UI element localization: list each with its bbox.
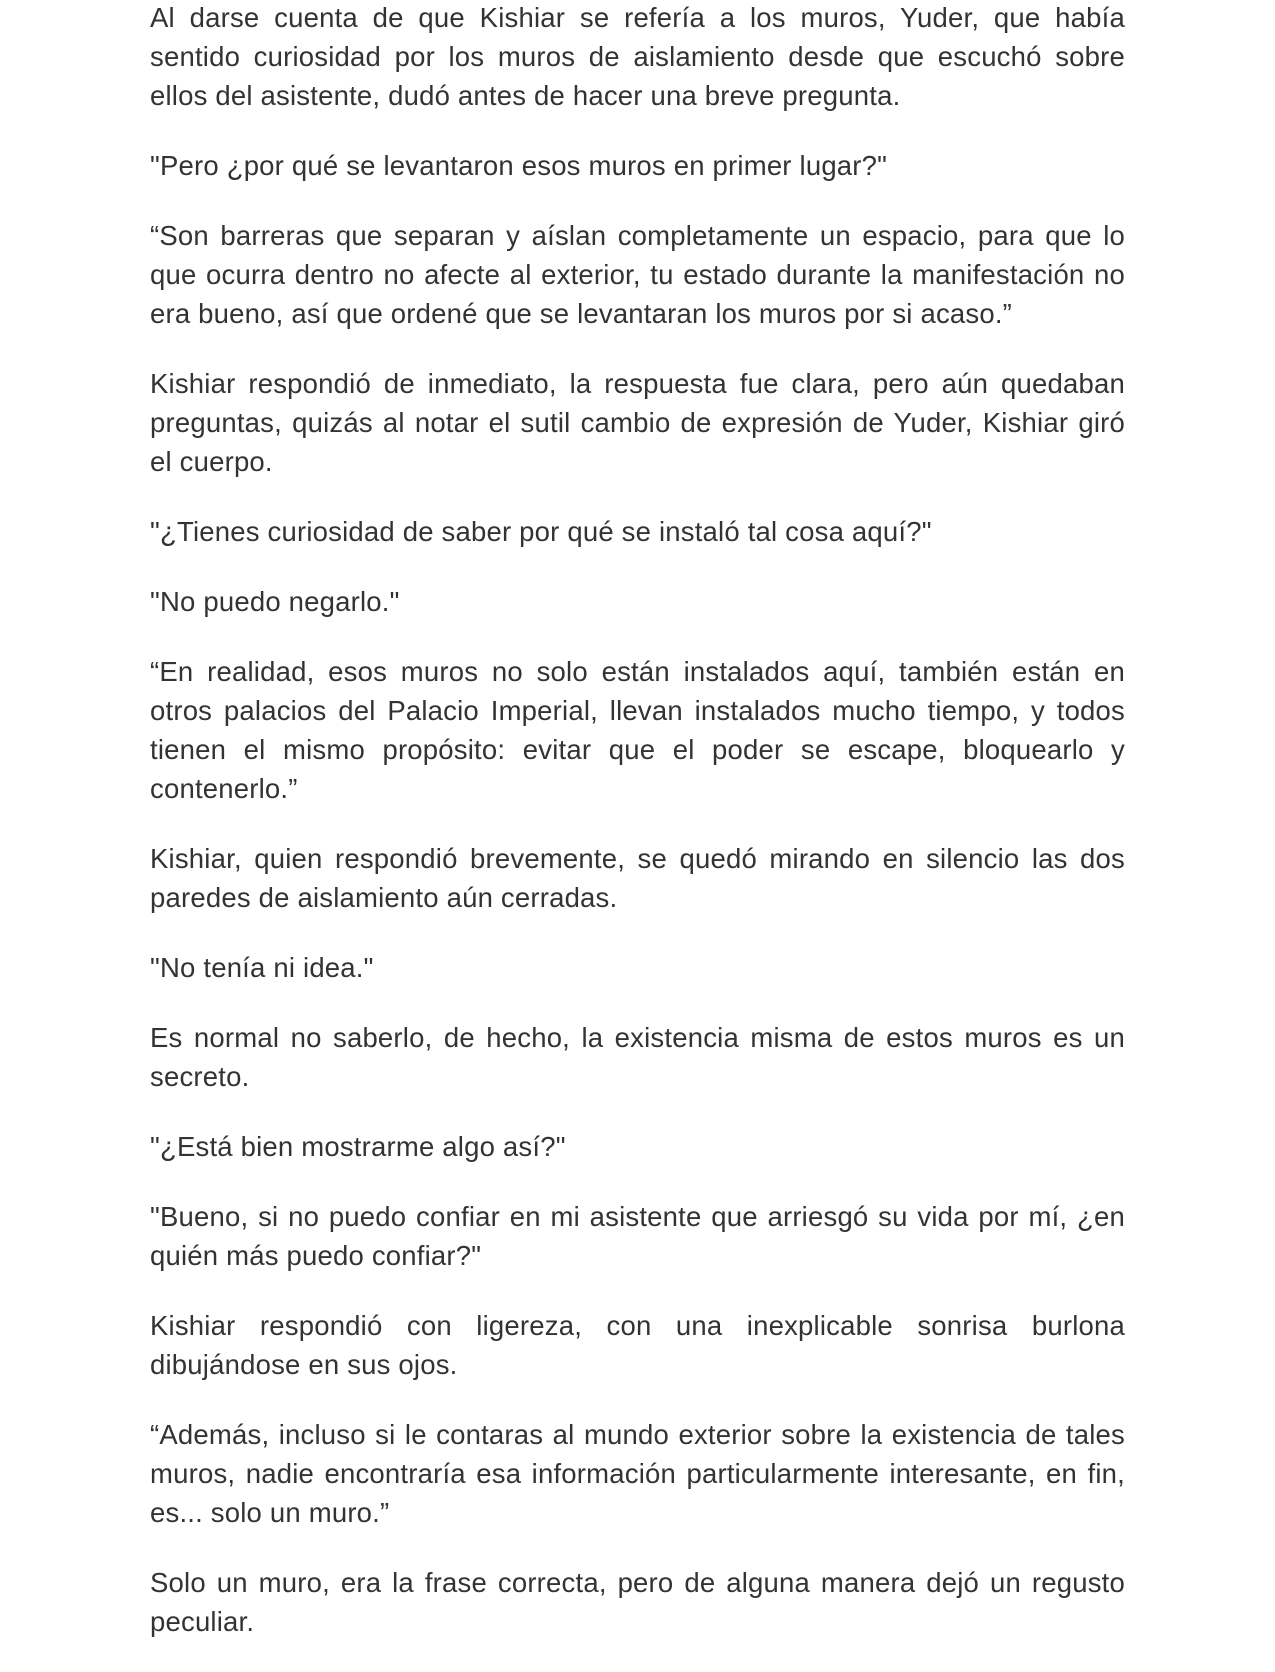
paragraph: "No tenía ni idea." bbox=[150, 952, 374, 983]
paragraph: “Son barreras que separan y aíslan completamente un espacio, para que lo que ocurra dentro no afecte al exterior, tu estado durante la manifestación no era bueno, así que ordené que se levantaran los muros por si acaso.” bbox=[150, 220, 1125, 329]
paragraph: Al darse cuenta de que Kishiar se refería a los muros, Yuder, que había sentido curiosidad por los muros de aislamiento desde que escuchó sobre ellos del asistente, dudó antes de hacer una breve pregunta. bbox=[150, 2, 1125, 111]
paragraph: Kishiar respondió con ligereza, con una inexplicable sonrisa burlona dibujándose en sus ojos. bbox=[150, 1310, 1125, 1380]
paragraph: "¿Tienes curiosidad de saber por qué se instaló tal cosa aquí?" bbox=[150, 516, 932, 547]
paragraph: "Pero ¿por qué se levantaron esos muros en primer lugar?" bbox=[150, 150, 888, 181]
paragraph: "No puedo negarlo." bbox=[150, 586, 400, 617]
paragraph: Kishiar, quien respondió brevemente, se quedó mirando en silencio las dos paredes de aislamiento aún cerradas. bbox=[150, 843, 1125, 913]
paragraph: "¿Está bien mostrarme algo así?" bbox=[150, 1131, 566, 1162]
paragraph: “Además, incluso si le contaras al mundo exterior sobre la existencia de tales muros, nadie encontraría esa información particularmente interesante, en fin, es... solo un muro.” bbox=[150, 1419, 1125, 1528]
paragraph: Kishiar respondió de inmediato, la respuesta fue clara, pero aún quedaban preguntas, quizás al notar el sutil cambio de expresión de Yuder, Kishiar giró el cuerpo. bbox=[150, 368, 1125, 477]
paragraph: Solo un muro, era la frase correcta, pero de alguna manera dejó un regusto peculiar. bbox=[150, 1567, 1125, 1637]
paragraph: Es normal no saberlo, de hecho, la existencia misma de estos muros es un secreto. bbox=[150, 1022, 1125, 1092]
paragraph: “En realidad, esos muros no solo están instalados aquí, también están en otros palacios del Palacio Imperial, llevan instalados mucho tiempo, y todos tienen el mismo propósito: evitar que el poder se escape, bloquearlo y contenerlo.” bbox=[150, 656, 1125, 804]
document-page bbox=[150, 0, 1125, 1672]
paragraph: "Bueno, si no puedo confiar en mi asistente que arriesgó su vida por mí, ¿en quién más puedo confiar?" bbox=[150, 1201, 1125, 1271]
